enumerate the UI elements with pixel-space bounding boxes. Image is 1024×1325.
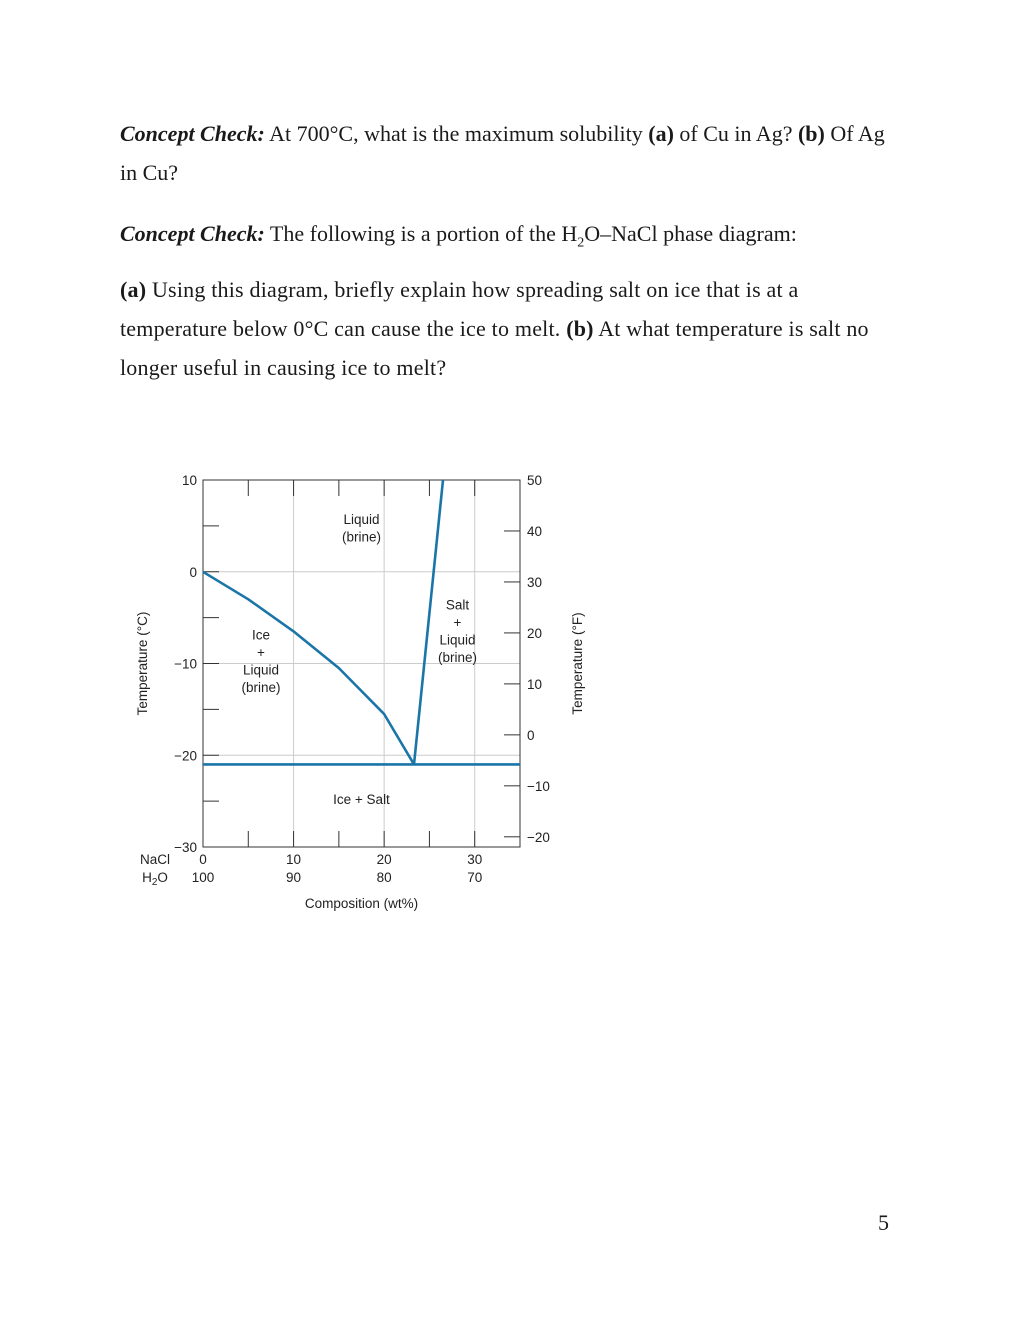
page-number: 5 <box>878 1210 889 1235</box>
q1-part-b: (b) <box>797 121 825 146</box>
region-label-ice-liquid: (brine) <box>241 680 281 696</box>
x-axis-title: Composition (wt%) <box>304 896 419 911</box>
region-label-salt-liquid: (brine) <box>437 649 478 665</box>
y-left-tick-label: 0 <box>189 564 197 580</box>
q2-text: O–NaCl phase diagram: <box>584 221 797 246</box>
concept-check-2 <box>120 214 904 253</box>
h2o-row-label: $H_2O$ <box>142 870 168 888</box>
region-label-ice-liquid: Ice <box>251 627 270 643</box>
x-tick-label-h2o: 70 <box>467 870 483 885</box>
concept-check-1 <box>120 114 904 192</box>
phase-diagram <box>110 460 610 930</box>
y-left-tick-label: −30 <box>174 840 197 855</box>
q3-part-b: (b) <box>566 316 594 341</box>
nacl-row-label: NaCl <box>139 852 171 867</box>
q3-text: At what temperature is salt no longer useful in causing ice to melt? <box>120 316 869 380</box>
q2-subscript: 2 <box>577 235 585 251</box>
y-right-tick-label: −20 <box>527 829 550 845</box>
y-right-tick-label: 10 <box>527 676 543 692</box>
x-tick-label-nacl: 0 <box>199 852 207 867</box>
q1-text: At 700°C, what is the maximum solubility <box>264 121 649 146</box>
x-tick-label-h2o: 90 <box>286 870 302 885</box>
y-right-tick-label: 40 <box>527 523 543 539</box>
x-tick-label-nacl: 30 <box>467 852 483 867</box>
q1-part-a: (a) <box>648 121 674 146</box>
region-label-liquid: Liquid <box>343 512 380 528</box>
y-left-tick-label: −10 <box>174 656 197 672</box>
phase-boundary-ice-liquidus <box>203 572 414 765</box>
region-label-ice-liquid: Liquid <box>242 662 279 678</box>
q1-text: of Cu in Ag? <box>673 121 798 146</box>
region-label-salt-liquid: Salt <box>445 597 470 613</box>
concept-check-label: Concept Check: <box>120 121 265 146</box>
concept-check-label: Concept Check: <box>120 221 265 246</box>
question-part-ab <box>120 270 904 387</box>
y-right-tick-label: 30 <box>527 574 543 590</box>
y-left-tick-label: 10 <box>181 473 197 488</box>
q1-text: Of Ag in Cu? <box>120 121 885 185</box>
y-axis-title-right: Temperature (°F) <box>570 612 585 715</box>
region-label-ice-salt: Ice + Salt <box>333 791 390 807</box>
q3-text: Using this diagram, briefly explain how spreading salt on ice that is at a temperature below 0°C can cause the ice to melt. <box>120 277 799 341</box>
q2-text: The following is a portion of the H <box>264 221 578 246</box>
q3-part-a: (a) <box>120 277 147 302</box>
x-tick-label-h2o: 100 <box>191 870 215 885</box>
x-tick-label-nacl: 10 <box>286 852 302 867</box>
x-tick-label-h2o: 80 <box>376 870 392 885</box>
x-tick-label-nacl: 20 <box>376 852 392 867</box>
phase-boundary-salt-liquidus <box>414 480 443 764</box>
region-label-salt-liquid: + <box>453 614 462 630</box>
region-label-salt-liquid: Liquid <box>439 632 476 648</box>
y-left-tick-label: −20 <box>174 748 197 764</box>
y-right-tick-label: 20 <box>527 625 543 641</box>
region-label-liquid: (brine) <box>341 529 382 545</box>
y-right-tick-label: 50 <box>527 473 543 488</box>
y-right-tick-label: −10 <box>527 778 550 794</box>
region-label-ice-liquid: + <box>257 645 265 661</box>
y-axis-title-left: Temperature (°C) <box>135 611 150 716</box>
y-right-tick-label: 0 <box>527 727 535 743</box>
